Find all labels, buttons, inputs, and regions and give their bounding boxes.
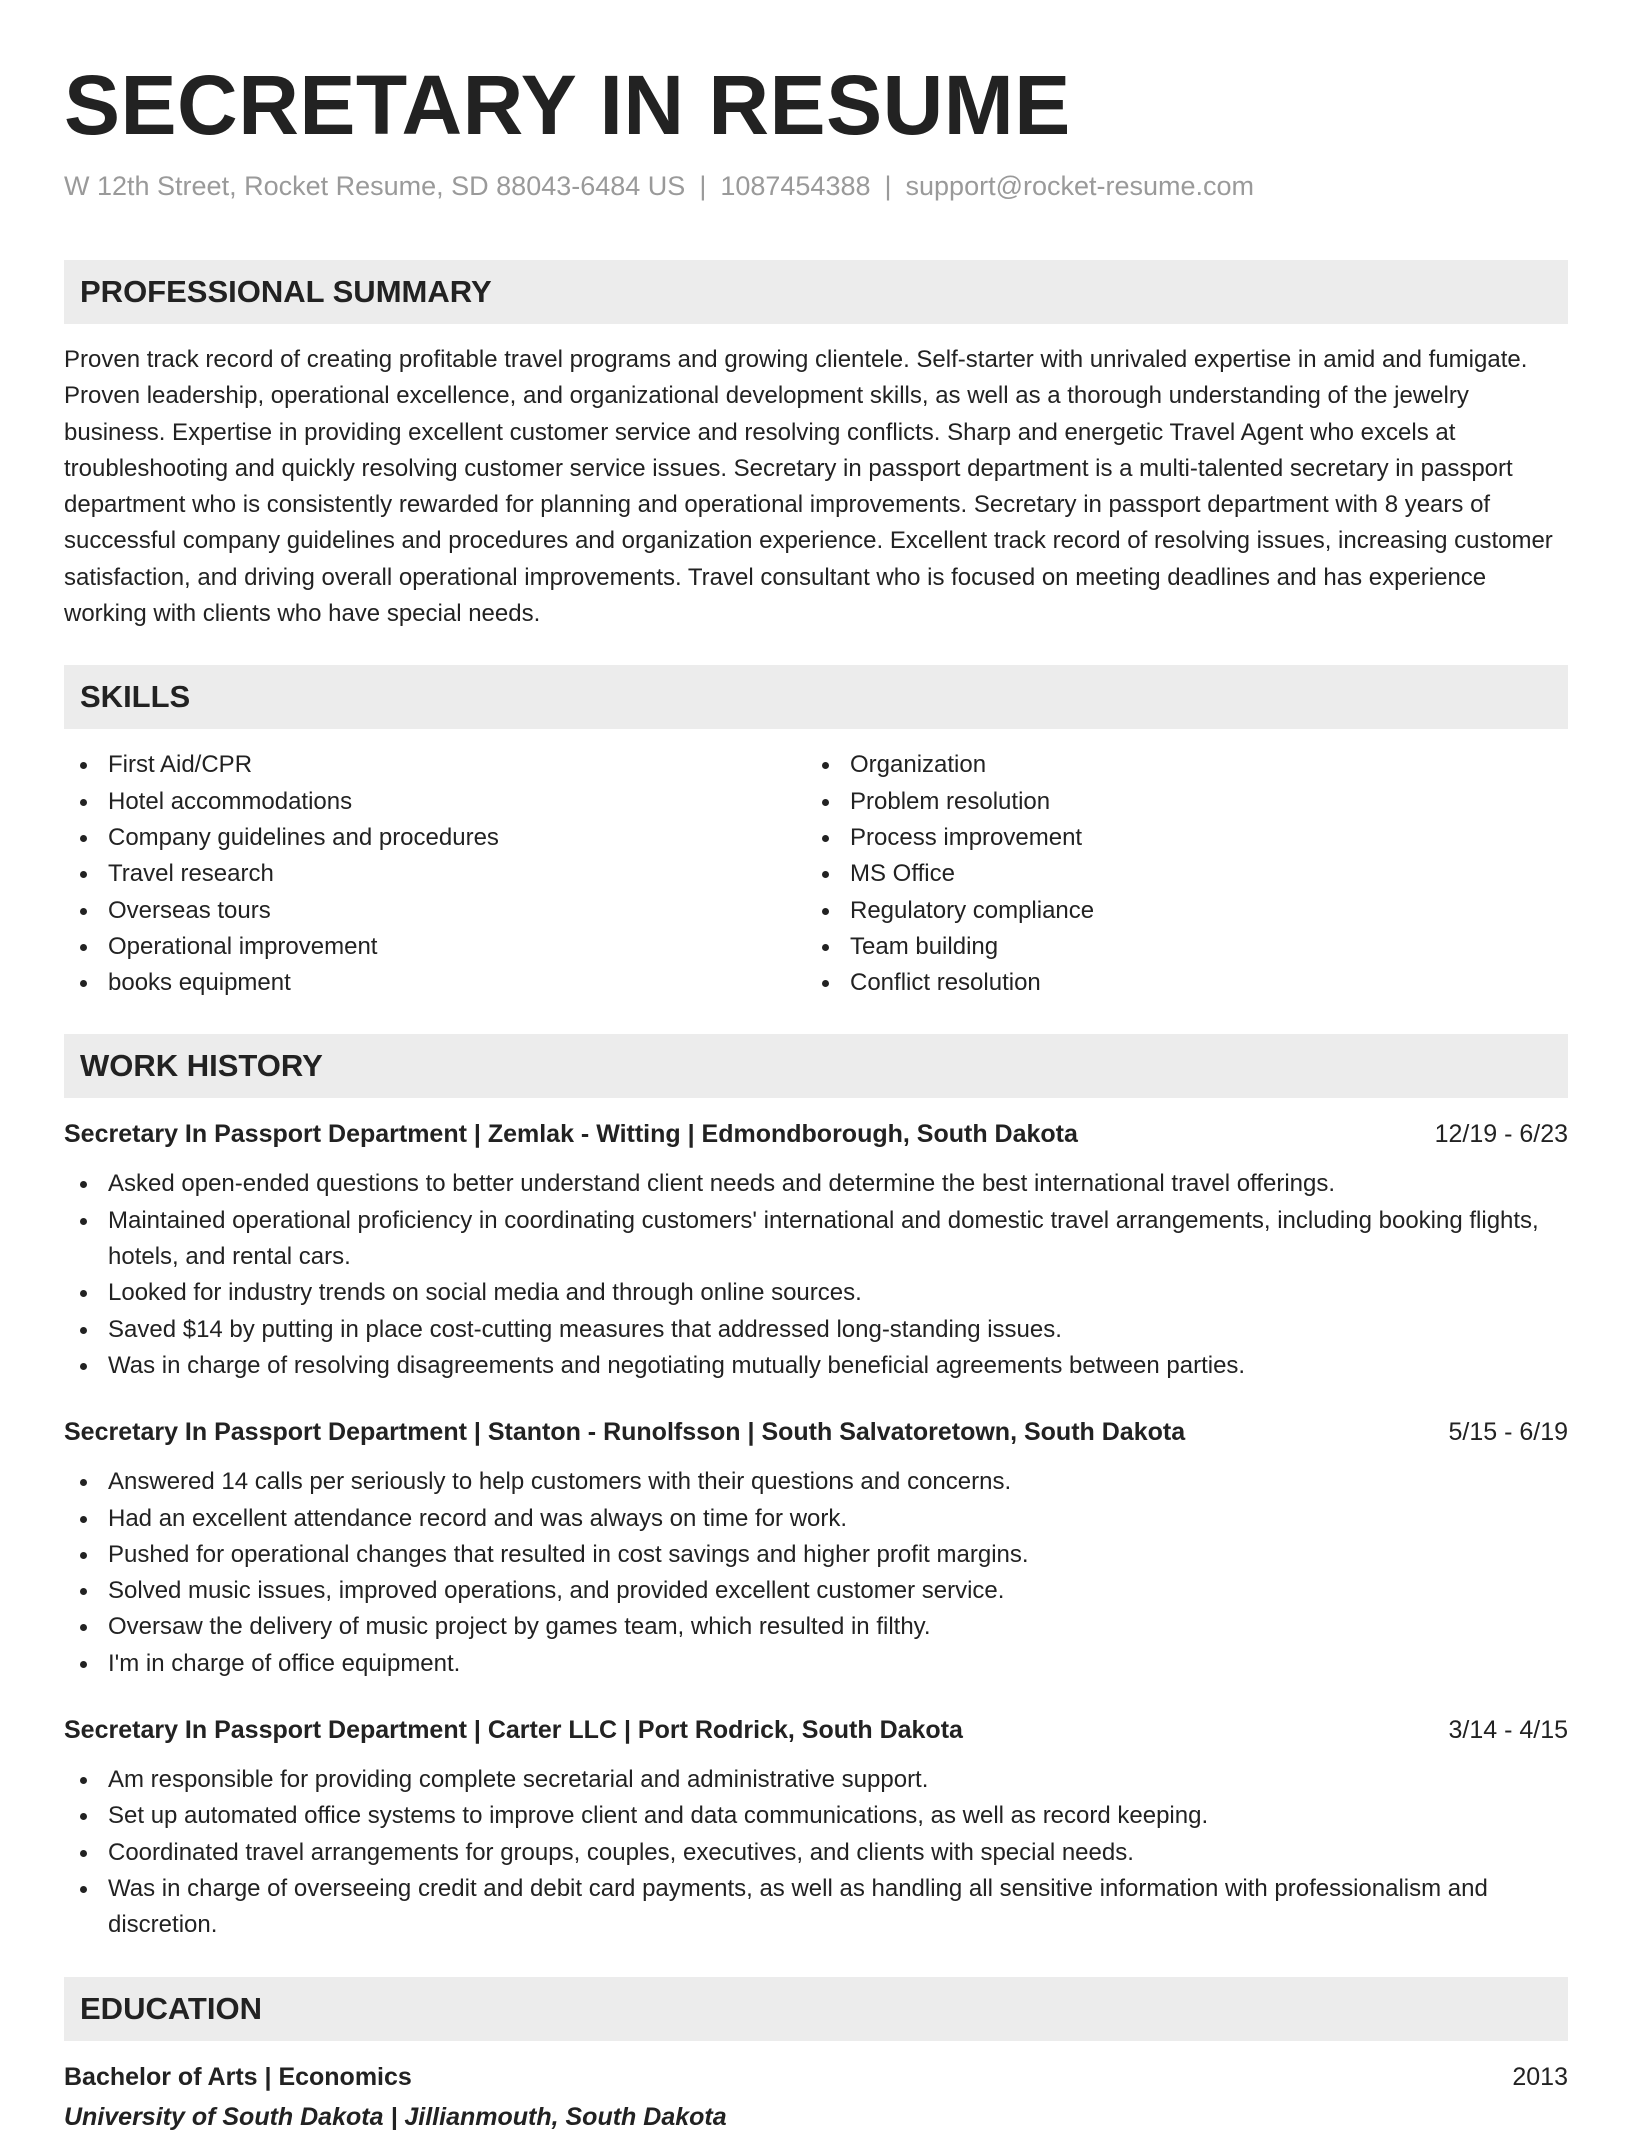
education-row [64,2059,1568,2095]
job-title-row [64,1414,1568,1450]
skill-item: MS Office [806,856,1548,892]
job-dates: 3/14 - 4/15 [1448,1716,1568,1745]
skill-item: Hotel accommodations [64,784,806,820]
job-bullet: Was in charge of overseeing credit and debit card payments, as well as handling all sensitive information with professionalism and discretion. [64,1871,1568,1944]
job-bullet: Set up automated office systems to improve client and data communications, as well as record keeping. [64,1798,1568,1834]
skill-item: Organization [806,747,1548,783]
job-entry [64,1414,1568,1682]
job-title: Secretary In Passport Department | Carter LLC | Port Rodrick, South Dakota [64,1716,963,1745]
skills-list [64,747,1568,1001]
job-title: Secretary In Passport Department | Stanton - Runolfsson | South Salvatoretown, South Dakota [64,1418,1186,1447]
job-dates: 5/15 - 6/19 [1448,1418,1568,1447]
job-bullet: Looked for industry trends on social media and through online sources. [64,1275,1568,1311]
job-bullet: Solved music issues, improved operations, and provided excellent customer service. [64,1573,1568,1609]
skill-item: First Aid/CPR [64,747,806,783]
contact-line [64,166,1568,206]
skill-item: Company guidelines and procedures [64,820,806,856]
education-degree: Bachelor of Arts | Economics [64,2062,412,2091]
job-title: Secretary In Passport Department | Zemlak - Witting | Edmondborough, South Dakota [64,1120,1078,1149]
contact-address: W 12th Street, Rocket Resume, SD 88043-6484 US [64,171,686,201]
job-entry [64,1712,1568,1943]
work-history-section-header: WORK HISTORY [64,1034,1568,1098]
job-bullet: Answered 14 calls per seriously to help customers with their questions and concerns. [64,1464,1568,1500]
job-title-row [64,1116,1568,1152]
job-bullet: Maintained operational proficiency in coordinating customers' international and domestic travel arrangements, including booking flights, hotels, and rental cars. [64,1203,1568,1276]
summary-text: Proven track record of creating profitable travel programs and growing clientele. Self-starter with unrivaled expertise in amid and fumigate. Proven leadership, operational excellence, and organizational development skills, as well as a thorough understanding of the jewelry business. Expertise in providing excellent customer service and resolving conflicts. Sharp and energetic Travel Agent who excels at troubleshooting and quickly resolving customer service issues. Secretary in passport department is a multi-talented secretary in passport department who is consistently rewarded for planning and operational improvements. Secretary in passport department with 8 years of successful company guidelines and procedures and organization experience. Excellent track record of resolving issues, increasing customer satisfaction, and driving overall operational improvements. Travel consultant who is focused on meeting deadlines and has experience working with clients who have special needs. [64,346,1553,628]
skill-item: Team building [806,929,1548,965]
contact-phone: 1087454388 [720,171,871,201]
job-bullet: Pushed for operational changes that resulted in cost savings and higher profit margins. [64,1537,1568,1573]
job-bullets [64,1166,1568,1384]
skill-item: Travel research [64,856,806,892]
job-bullet: Asked open-ended questions to better understand client needs and determine the best international travel offerings. [64,1166,1568,1202]
job-dates: 12/19 - 6/23 [1434,1120,1568,1149]
education-year: 2013 [1512,2062,1568,2091]
skill-item: Process improvement [806,820,1548,856]
job-title-row [64,1712,1568,1748]
contact-separator: | [884,171,892,201]
job-bullets [64,1464,1568,1682]
contact-email: support@rocket-resume.com [905,171,1255,201]
skill-item: books equipment [64,965,806,1001]
contact-separator: | [699,171,707,201]
job-bullet: Coordinated travel arrangements for groups, couples, executives, and clients with special needs. [64,1835,1568,1871]
skills-column-left [64,747,806,1001]
job-entry [64,1116,1568,1384]
skills-column-right [806,747,1548,1001]
job-bullet: Am responsible for providing complete secretarial and administrative support. [64,1762,1568,1798]
skill-item: Operational improvement [64,929,806,965]
job-bullet: Saved $14 by putting in place cost-cutting measures that addressed long-standing issues. [64,1312,1568,1348]
job-bullets [64,1762,1568,1943]
skills-section-header: SKILLS [64,665,1568,729]
candidate-name: SECRETARY IN RESUME [64,58,1071,152]
skill-item: Regulatory compliance [806,893,1548,929]
education-section-header: EDUCATION [64,1977,1568,2041]
summary-section-header: PROFESSIONAL SUMMARY [64,260,1568,324]
job-bullet: I'm in charge of office equipment. [64,1646,1568,1682]
job-bullet: Oversaw the delivery of music project by games team, which resulted in filthy. [64,1609,1568,1645]
skill-item: Conflict resolution [806,965,1548,1001]
job-bullet: Was in charge of resolving disagreements and negotiating mutually beneficial agreements between parties. [64,1348,1568,1384]
education-school: University of South Dakota | Jillianmouth, South Dakota [64,2102,727,2131]
skill-item: Problem resolution [806,784,1548,820]
job-bullet: Had an excellent attendance record and was always on time for work. [64,1501,1568,1537]
skill-item: Overseas tours [64,893,806,929]
